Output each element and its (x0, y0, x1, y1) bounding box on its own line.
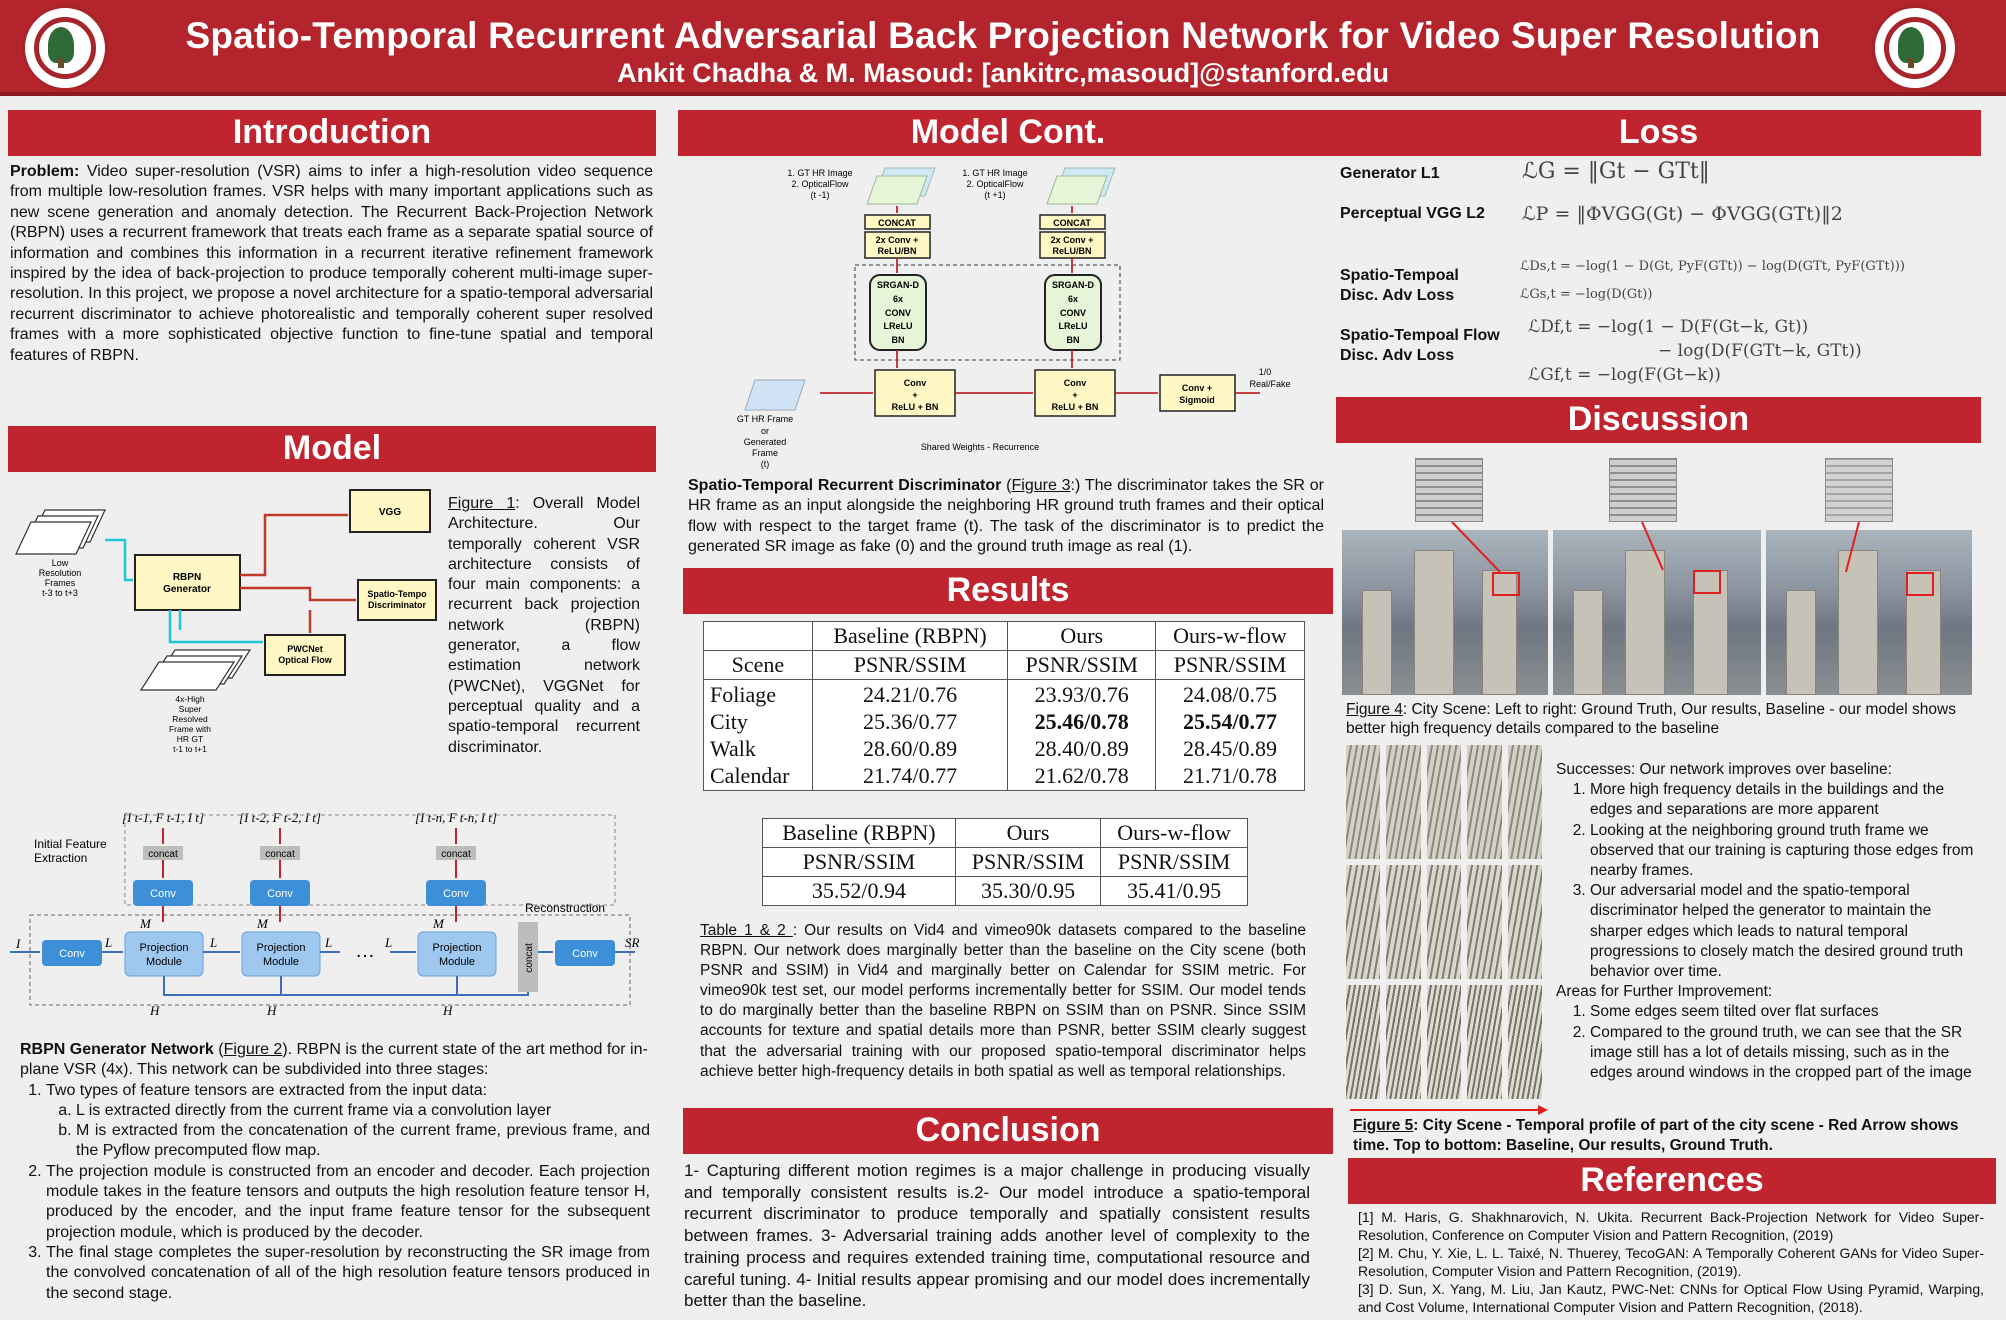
svg-text:CONCAT: CONCAT (878, 218, 916, 228)
svg-text:H: H (150, 1003, 160, 1018)
loss-eq-flow1: ℒDf,t = −log(1 − D(F(Gt−k, Gt)) (1528, 317, 1809, 337)
results-caption: Table 1 & 2 : Our results on Vid4 and vimeo90k datasets compared to the baseline RBPN. Our network does marginally better than the baseline on the City scene (both PSNR and SSIM) in Vid4 and marginally better on Calendar for SSIM metric. For vimeo90k test set, our model performs incrementally better for SSIM. Our model tends to do marginally better than the baseline RBPN on SSIM than on PSNR. Since SSIM accounts for texture and spatial details more than PSNR, better SSIM clearly suggest that the adversarial training with our proposed spatio-temporal discriminator helps achieve better high-frequency details in both spatial as well as temporal relationships. (700, 922, 1306, 1080)
svg-text:Shared Weights - Recurrence: Shared Weights - Recurrence (920, 442, 1040, 452)
svg-text:concat: concat (524, 943, 535, 973)
svg-text:2. OpticalFlow: 2. OpticalFlow (966, 179, 1024, 189)
svg-text:L: L (105, 935, 113, 950)
svg-text:Sigmoid: Sigmoid (1179, 395, 1215, 405)
svg-text:Reconstruction: Reconstruction (525, 901, 606, 915)
svg-text:Resolved: Resolved (172, 714, 208, 724)
svg-text:Projection: Projection (139, 942, 189, 954)
svg-text:Spatio-Tempo: Spatio-Tempo (367, 589, 427, 599)
discussion-heading: Discussion (1336, 397, 1981, 443)
loss-eq-st1: ℒDs,t = −log(1 − D(Gt, PyF(GTt)) − log(D(GTt, PyF(GTt))) (1520, 259, 1905, 274)
poster-title: Spatio-Temporal Recurrent Adversarial Back Projection Network for Video Super Resolution (185, 15, 1821, 56)
svg-text:BN: BN (1066, 335, 1080, 345)
svg-text:Extraction: Extraction (34, 851, 88, 865)
svg-text:Optical Flow: Optical Flow (278, 655, 332, 665)
svg-text:Discriminator: Discriminator (367, 600, 427, 610)
svg-text:or: or (760, 426, 770, 436)
poster-header (0, 0, 2006, 96)
loss-eq-flow2: − log(D(F(GTt−k, GTt)) (1658, 341, 1862, 361)
area-item: 2. Compared to the ground truth, we can see that the SR image still has a lot of details missing, such as in the edges around windows in the cropped part of the image (1590, 1023, 1981, 1084)
svg-text:SRGAN-D: SRGAN-D (1052, 280, 1094, 290)
svg-text:M: M (257, 916, 268, 931)
svg-text:Module: Module (262, 956, 300, 968)
intro-text: Problem: Video super-resolution (VSR) aims to infer a high-resolution video sequence from multiple low-resolution frames. VSR helps with many important applications such as new scene generation and anomaly detection. The Recurrent Back-Projection Network (RBPN) uses a recurrent framework that treats each frame as a separate spatial source of information and combines this information in a recurrent iterative refinement framework inspired by the idea of back-projection to produce temporally coherent multi-image super-resolution. In this project, we propose a novel architecture for a spatio-temporal adversarial recurrent discriminator to achieve photorealistic and temporally coherent super resolved frames with a more sophisticated objective function to fine-tune spatial and temporal features of RBPN. (10, 163, 653, 364)
rbpn-subitem-a: a. L is extracted directly from the current frame via a convolution layer (76, 1101, 650, 1121)
svg-text:Low: Low (51, 558, 69, 568)
svg-text:L: L (325, 935, 333, 950)
conclusion-heading: Conclusion (683, 1108, 1333, 1154)
svg-text:…: … (355, 940, 375, 962)
svg-text:Frame: Frame (751, 448, 779, 458)
conclusion-text: 1- Capturing different motion regimes is a major challenge in producing visually and temporally consistent results is.2- Our model introduce a spatio-temporal recurrent discriminator to produce temporally and spatially consistent results between frames. 3- Adversarial training adds another level of complexity to the training process and requires extended training time, computational resource and careful tuning. 4- Initial results appear promising and our model does incrementally better than the baseline. (684, 1161, 1310, 1311)
svg-text:[I t-2, F t-2, I t]: [I t-2, F t-2, I t] (239, 810, 321, 825)
fig4-caption: Figure 4: City Scene: Left to right: Ground Truth, Our results, Baseline - our model shows better high frequency details compared to the baseline (1346, 701, 1956, 737)
results-table-vimeo: Baseline (RBPN) Ours Ours-w-flow PSNR/SSIM PSNR/SSIM PSNR/SSIM 35.52/0.94 35.30/0.95 35.41/0.95 (762, 818, 1248, 906)
loss-label-st: Spatio-Tempoal Disc. Adv Loss (1340, 267, 1459, 304)
reference-item: [1] M. Haris, G. Shakhnarovich, N. Ukita. Recurrent Back-Projection Network for Video Super-Resolution, Conference on Computer Vision and Pattern Recognition, (2019) (1358, 1209, 1984, 1243)
rbpn-subitem-b: b. M is extracted from the concatenation of the current frame, previous frame, and the Pyflow precomputed flow map. (76, 1121, 650, 1162)
fig3-caption: Spatio-Temporal Recurrent Discriminator (Figure 3:) The discriminator takes the SR or HR frame as an input alongside the neighboring HR ground truth frames and their optical flow with respect to the target frame (t). The task of the discriminator is to predict the generated SR image as fake (0) and the ground truth image as real (1). (688, 477, 1324, 556)
svg-text:ReLU + BN: ReLU + BN (1051, 402, 1099, 412)
stanford-seal-left-icon (22, 5, 108, 91)
references-list (1358, 1208, 1984, 1316)
success-item: 1. More high frequency details in the buildings and the edges and separations are more apparent (1590, 780, 1981, 820)
svg-text:Projection: Projection (256, 942, 306, 954)
svg-text:+: + (912, 390, 918, 400)
svg-text:2. OpticalFlow: 2. OpticalFlow (791, 179, 849, 189)
svg-text:LReLU: LReLU (883, 321, 913, 331)
svg-text:2x Conv +: 2x Conv + (875, 235, 919, 245)
svg-text:GT HR Frame: GT HR Frame (736, 414, 794, 424)
rbpn-item-1: 1. Two types of feature tensors are extracted from the input data: a. L is extracted directly from the current frame via a convolution layer b. M is extracted from the concatenation of the current frame, previous frame, and the Pyflow precomputed flow map. (46, 1081, 650, 1162)
svg-text:SR: SR (625, 935, 640, 950)
svg-text:Conv: Conv (443, 888, 469, 900)
svg-text:Conv: Conv (572, 948, 598, 960)
svg-text:I: I (16, 936, 21, 951)
fig1-caption: Figure 1: Overall Model Architecture. Our temporally coherent VSR architecture consists of four main components: a recurrent back projection network (RBPN) generator, a flow estimation network (PWCNet), VGGNet for perceptual quality and a spatio-temporal recurrent discriminator. (448, 495, 640, 756)
results-heading: Results (683, 568, 1333, 614)
svg-text:(t +1): (t +1) (984, 190, 1006, 200)
svg-text:CONCAT: CONCAT (1053, 218, 1091, 228)
model-cont-heading: Model Cont. (678, 110, 1338, 156)
rbpn-description: RBPN Generator Network (Figure 2). RBPN is the current state of the art method for in-plane VSR (4x). This network can be subdivided into three stages: 1. Two types of feature tensors are extracted from the input data: a. L is extracted directly from the current frame via a convolution layer b. M is extracted from the concatenation of the current frame, previous frame, and the Pyflow precomputed flow map. 2. The projection module is constructed from an encoder and decoder. Each projection module takes in the feature tensors and outputs the high resolution feature tensor H, produced by the encoder, and the input frame feature tensor for the subsequent projection module, which is produced by the decoder. 3. The final stage completes the super-resolution by reconstructing the SR image from the convolved concatenation of all of the high resolution feature tensors produced in the second stage. (20, 1040, 650, 1304)
svg-text:M: M (433, 916, 444, 931)
svg-text:L: L (385, 935, 393, 950)
stanford-seal-right-icon (1872, 5, 1958, 91)
svg-text:Projection: Projection (432, 942, 482, 954)
svg-text:CONV: CONV (884, 308, 912, 318)
reference-item: [3] D. Sun, X. Yang, M. Liu, Jan Kautz, PWC-Net: CNNs for Optical Flow Using Pyramid, Warping, and Cost Volume, International Computer Vision and Pattern Recognition, (2018). (1358, 1281, 1984, 1315)
svg-text:1/0: 1/0 (1258, 367, 1272, 377)
svg-text:concat: concat (148, 849, 178, 860)
loss-eq-vgg: ℒP = ‖ΦVGG(Gt) − ΦVGG(GTt)‖2 (1522, 203, 1843, 225)
loss-label-flow: Spatio-Tempoal Flow Disc. Adv Loss (1340, 327, 1500, 364)
overall-architecture-diagram (10, 480, 450, 760)
svg-text:ReLU + BN: ReLU + BN (891, 402, 939, 412)
svg-text:HR GT: HR GT (176, 734, 204, 744)
svg-text:t-1 to t+1: t-1 to t+1 (173, 744, 207, 754)
svg-text:M: M (140, 916, 151, 931)
svg-text:H: H (443, 1003, 453, 1018)
svg-text:1. GT HR Image: 1. GT HR Image (787, 168, 853, 178)
discussion-points: Successes: Our network improves over baseline: 1. More high frequency details in the buildings and the edges and separations are more apparent 2. Looking at the neighboring ground truth frame we observed that our training is capturing those edges from nearby frames. 3. Our adversarial model and the spatio-temporal discriminator helped the generator to maintain the sharper edges which leads to natural temporal progressions to closely match the desired ground truth behavior over time. Areas for Further Improvement: 1. Some edges seem tilted over flat surfaces 2. Compared to the ground truth, we can see that the SR image still has a lot of details missing, such as in the edges around windows in the cropped part of the image (1556, 760, 1981, 1083)
svg-text:+: + (1072, 390, 1078, 400)
svg-text:concat: concat (441, 849, 471, 860)
references-heading: References (1348, 1158, 1996, 1204)
rbpn-item-2: 2. The projection module is constructed from an encoder and decoder. Each projection module takes in the feature tensors and outputs the high resolution feature tensor H, produced by the encoder, and the input frame feature tensor for the subsequent projection module, which is produced by the decoder. (46, 1162, 650, 1243)
svg-text:2x Conv +: 2x Conv + (1050, 235, 1094, 245)
svg-text:Initial Feature: Initial Feature (34, 837, 107, 851)
svg-text:4x-High: 4x-High (175, 694, 205, 704)
loss-heading: Loss (1336, 110, 1981, 156)
svg-text:t-3 to t+3: t-3 to t+3 (42, 588, 78, 598)
loss-eq-flow3: ℒGf,t = −log(F(Gt−k)) (1528, 365, 1721, 385)
crop-connector-lines (1342, 458, 1982, 598)
time-arrow-icon (1350, 1104, 1550, 1116)
svg-text:[I t-n, F t-n, I t]: [I t-n, F t-n, I t] (415, 810, 497, 825)
svg-text:Module: Module (438, 956, 476, 968)
svg-text:CONV: CONV (1059, 308, 1087, 318)
svg-text:Conv +: Conv + (1181, 383, 1213, 393)
fig5-caption: Figure 5: City Scene - Temporal profile of part of the city scene - Red Arrow shows time. Top to bottom: Baseline, Our results, Ground Truth. (1353, 1117, 1959, 1154)
svg-text:BN: BN (891, 335, 905, 345)
svg-text:(t -1): (t -1) (810, 190, 830, 200)
svg-text:LReLU: LReLU (1058, 321, 1088, 331)
svg-text:ReLU/BN: ReLU/BN (1052, 246, 1092, 256)
svg-text:1. GT HR Image: 1. GT HR Image (962, 168, 1028, 178)
loss-eq-st2: ℒGs,t = −log(D(Gt)) (1520, 287, 1653, 302)
svg-text:ReLU/BN: ReLU/BN (877, 246, 917, 256)
svg-text:RBPN: RBPN (172, 572, 202, 583)
area-item: 1. Some edges seem tilted over flat surfaces (1590, 1002, 1981, 1022)
svg-text:Real/Fake: Real/Fake (1249, 379, 1291, 389)
svg-text:Super: Super (178, 704, 202, 714)
poster-authors: Ankit Chadha & M. Masoud: [ankitrc,masoud]@stanford.edu (617, 58, 1389, 88)
svg-text:SRGAN-D: SRGAN-D (877, 280, 919, 290)
reference-item: [2] M. Chu, Y. Xie, L. L. Taixé, N. Thuerey, TecoGAN: A Temporally Coherent GANs for Video Super-Resolution, Computer Vision and Pattern Recognition, (2019). (1358, 1245, 1984, 1279)
svg-text:PWCNet: PWCNet (287, 644, 323, 654)
svg-text:L: L (210, 935, 218, 950)
loss-label-l1: Generator L1 (1340, 165, 1440, 182)
results-table-vid4: Baseline (RBPN) Ours Ours-w-flow Scene PSNR/SSIM PSNR/SSIM PSNR/SSIM Foliage City Walk Calendar 24.21/0.76 25.36/0.77 28.60/0.89 21.74/0.77 23.93/0.76 25.46/0.78 28.40/0.89 21.62/0.78 24.08/0.75 25.54/0.77 28.45/0.89 21.71/0.78 (703, 621, 1305, 791)
svg-text:Conv: Conv (1063, 378, 1087, 388)
svg-text:Generator: Generator (163, 584, 211, 595)
svg-text:[I t-1, F t-1, I t]: [I t-1, F t-1, I t] (122, 810, 204, 825)
discriminator-diagram (720, 160, 1300, 480)
svg-text:Module: Module (145, 956, 183, 968)
svg-text:Conv: Conv (267, 888, 293, 900)
svg-text:(t): (t) (760, 459, 770, 469)
success-item: 2. Looking at the neighboring ground truth frame we observed that our training is capturing those edges from nearby frames. (1590, 821, 1981, 882)
svg-text:Conv: Conv (150, 888, 176, 900)
svg-text:Frame with: Frame with (168, 724, 212, 734)
loss-eq-l1: ℒG = ‖Gt − GTt‖ (1522, 159, 1710, 184)
svg-text:Conv: Conv (903, 378, 927, 388)
svg-text:concat: concat (265, 849, 295, 860)
svg-text:Generated: Generated (743, 437, 787, 447)
svg-text:H: H (267, 1003, 277, 1018)
success-item: 3. Our adversarial model and the spatio-temporal discriminator helped the generator to maintain the sharper edges which leads to natural temporal progressions to closely match the desired ground truth behavior over time. (1590, 881, 1981, 982)
svg-text:6x: 6x (1067, 294, 1079, 304)
svg-text:VGG: VGG (378, 507, 402, 518)
svg-text:6x: 6x (892, 294, 904, 304)
svg-text:Resolution: Resolution (38, 568, 82, 578)
temporal-profile-grid (1346, 745, 1542, 1099)
svg-text:Frames: Frames (44, 578, 76, 588)
rbpn-generator-diagram (10, 810, 650, 1030)
svg-text:Conv: Conv (59, 948, 85, 960)
rbpn-item-3: 3. The final stage completes the super-resolution by reconstructing the SR image from the convolved concatenation of all of the high resolution feature tensors produced in the second stage. (46, 1243, 650, 1304)
model-heading: Model (8, 426, 656, 472)
loss-label-vgg: Perceptual VGG L2 (1340, 205, 1485, 222)
intro-heading: Introduction (8, 110, 656, 156)
